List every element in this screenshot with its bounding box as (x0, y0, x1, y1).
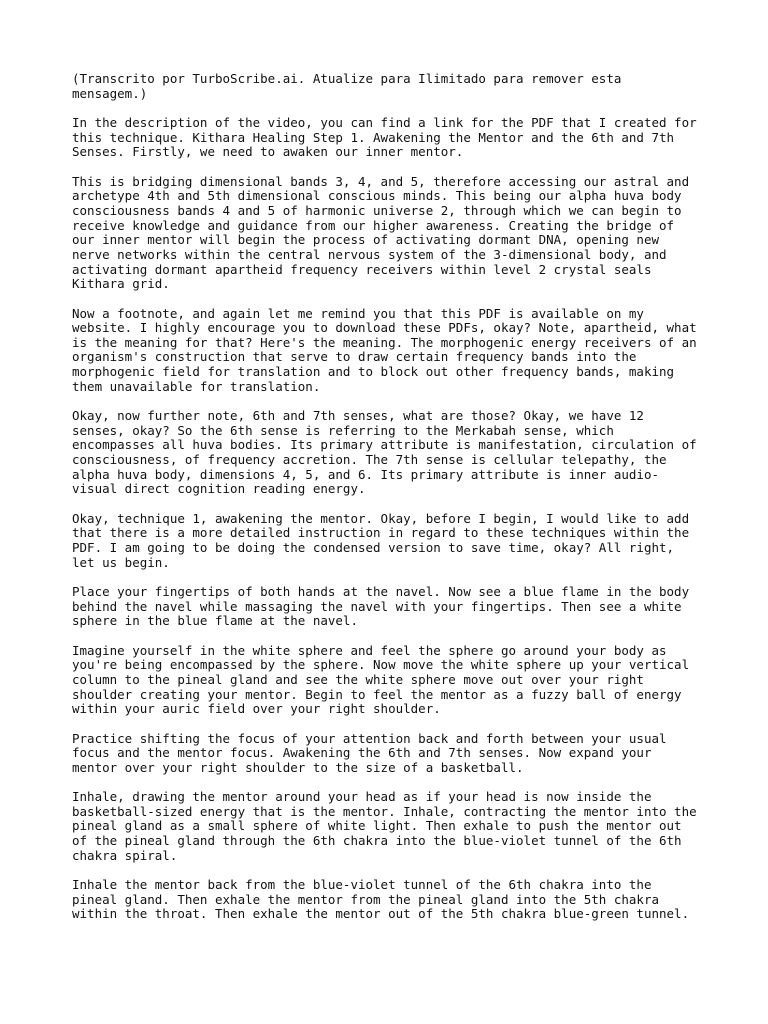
text-line: Okay, technique 1, awakening the mentor. Okay, before I begin, I would like to add (72, 510, 690, 526)
text-line: website. I highly encourage you to download these PDFs, okay? Note, apartheid, what (72, 320, 697, 336)
paragraph-inhale-drawing (72, 790, 768, 863)
text-line: Inhale, drawing the mentor around your head as if your head is now inside the (72, 789, 652, 805)
text-line: PDF. I am going to be doing the condensed version to save time, okay? All right, (72, 540, 675, 555)
text-line: Now a footnote, and again let me remind you that this PDF is available on my (72, 305, 644, 321)
text-line: focus and the mentor focus. Awakening the 6th and 7th senses. Now expand your (72, 745, 652, 761)
text-line: visual direct cognition reading energy. (72, 481, 366, 497)
text-line: Kithara grid. (72, 276, 170, 292)
paragraph-senses (72, 409, 768, 497)
text-line: our inner mentor will begin the process of activating dormant DNA, opening new (72, 232, 659, 248)
text-line: consciousness, of frequency accretion. The 7th sense is cellular telepathy, the (72, 452, 667, 468)
paragraph-technique-1 (72, 512, 768, 571)
text-line: receive knowledge and guidance from our higher awareness. Creating the bridge of (72, 217, 675, 233)
text-line: chakra spiral. (72, 847, 178, 863)
paragraph-bridging (72, 175, 768, 292)
text-line: of the pineal gland through the 6th chakra into the blue-violet tunnel of the 6th (72, 833, 682, 849)
text-line: consciousness bands 4 and 5 of harmonic universe 2, through which we can begin to (72, 202, 682, 218)
text-line: behind the navel while massaging the navel with your fingertips. Then see a white (72, 598, 682, 614)
transcription-notice (72, 72, 768, 101)
paragraph-practice (72, 732, 768, 776)
text-line: let us begin. (72, 554, 170, 570)
text-line: mentor over your right shoulder to the size of a basketball. (72, 759, 524, 775)
text-line: encompasses all huva bodies. Its primary attribute is manifestation, circulation of (72, 437, 697, 453)
text-line: senses, okay? So the 6th sense is referring to the Merkabah sense, which (72, 422, 614, 438)
text-line: organism's construction that serve to draw certain frequency bands into the (72, 349, 637, 365)
text-line: Imagine yourself in the white sphere and feel the sphere go around your body as (72, 642, 667, 658)
text-line: you're being encompassed by the sphere. Now move the white sphere up your vertical (72, 657, 690, 673)
paragraph-white-sphere (72, 644, 768, 717)
text-line: this technique. Kithara Healing Step 1. Awakening the Mentor and the 6th and 7th (72, 129, 675, 145)
paragraph-intro (72, 116, 768, 160)
paragraph-footnote (72, 307, 768, 395)
text-line: Okay, now further note, 6th and 7th senses, what are those? Okay, we have 12 (72, 408, 644, 424)
text-line: shoulder creating your mentor. Begin to feel the mentor as a fuzzy ball of energy (72, 686, 682, 702)
text-line: basketball-sized energy that is the mentor. Inhale, contracting the mentor into the (72, 803, 697, 819)
text-line: archetype 4th and 5th dimensional conscious minds. This being our alpha huva body (72, 188, 682, 204)
text-line: Practice shifting the focus of your attention back and forth between your usual (72, 730, 667, 746)
text-line: In the description of the video, you can find a link for the PDF that I created for (72, 114, 697, 130)
text-line: them unavailable for translation. (72, 378, 321, 394)
text-line: pineal gland as a small sphere of white light. Then exhale to push the mentor out (72, 818, 682, 834)
text-line: that there is a more detailed instruction in regard to these techniques within the (72, 525, 690, 541)
text-line: nerve networks within the central nervous system of the 3-dimensional body, and (72, 246, 667, 262)
text-line: alpha huva body, dimensions 4, 5, and 6. Its primary attribute is inner audio- (72, 466, 659, 482)
text-line: morphogenic field for translation and to block out other frequency bands, making (72, 364, 675, 380)
text-line: within your auric field over your right shoulder. (72, 701, 441, 717)
text-line: Inhale the mentor back from the blue-violet tunnel of the 6th chakra into the (72, 877, 652, 893)
text-line: Place your fingertips of both hands at the navel. Now see a blue flame in the body (72, 583, 690, 599)
text-line: Senses. Firstly, we need to awaken our inner mentor. (72, 144, 464, 160)
text-line: This is bridging dimensional bands 3, 4, and 5, therefore accessing our astral and (72, 173, 690, 189)
text-line: is the meaning for that? Here's the meaning. The morphogenic energy receivers of an (72, 334, 697, 350)
paragraph-inhale-back (72, 878, 768, 922)
text-line: within the throat. Then exhale the mentor out of the 5th chakra blue-green tunnel. (72, 906, 690, 922)
text-line: sphere in the blue flame at the navel. (72, 613, 358, 629)
paragraph-fingertips (72, 585, 768, 629)
text-line: activating dormant apartheid frequency receivers within level 2 crystal seals (72, 261, 652, 277)
text-line: column to the pineal gland and see the white sphere move out over your right (72, 671, 644, 687)
text-line: (Transcrito por TurboScribe.ai. Atualize para Ilimitado para remover esta (72, 71, 622, 86)
text-line: pineal gland. Then exhale the mentor from the pineal gland into the 5th chakra (72, 891, 659, 907)
text-line: mensagem.) (72, 85, 148, 101)
